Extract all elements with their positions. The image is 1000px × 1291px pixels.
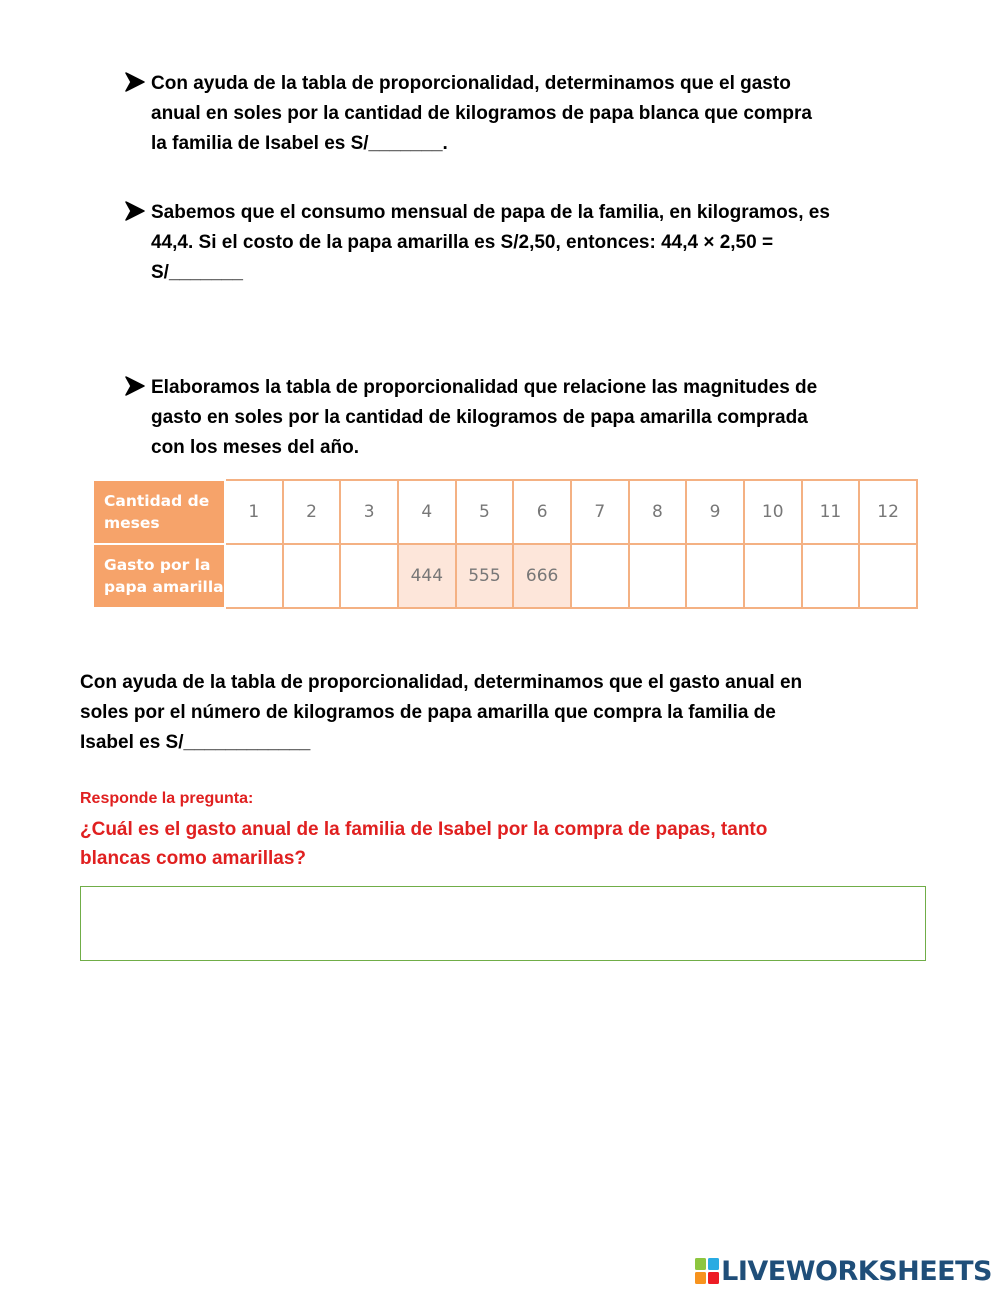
month-cell: 7 <box>571 480 629 544</box>
proportionality-table <box>92 479 918 609</box>
expense-answer-cell[interactable] <box>571 544 629 608</box>
bullet-text: Con ayuda de la tabla de proporcionalidad, determinamos que el gasto anual en soles por la cantidad de kilogramos de papa blanca que compra la familia de Isabel es S/_______. <box>151 73 812 154</box>
arrow-bullet-icon <box>124 71 146 93</box>
bullet-item-monthly-consumption <box>124 198 864 288</box>
expense-answer-cell[interactable] <box>283 544 341 608</box>
prompt-label: Responde la pregunta: <box>80 790 254 807</box>
expense-value-cell: 444 <box>398 544 456 608</box>
month-cell: 12 <box>859 480 917 544</box>
answer-input-box[interactable] <box>80 886 926 961</box>
arrow-bullet-icon <box>124 375 146 397</box>
month-cell: 4 <box>398 480 456 544</box>
month-cell: 5 <box>456 480 514 544</box>
bullet-text: Elaboramos la tabla de proporcionalidad que relacione las magnitudes de gasto en soles por la cantidad de kilogramos de papa amarilla comprada con los meses del año. <box>151 377 818 458</box>
brand-name: LIVEWORKSHEETS <box>721 1255 992 1287</box>
expense-answer-cell[interactable] <box>225 544 283 608</box>
month-cell: 3 <box>340 480 398 544</box>
row-header-expense: Gasto por la papa amarilla <box>93 544 225 608</box>
expense-answer-cell[interactable] <box>340 544 398 608</box>
month-cell: 8 <box>629 480 687 544</box>
month-cell: 11 <box>802 480 860 544</box>
liveworksheets-logo-icon <box>695 1258 719 1284</box>
expense-answer-cell[interactable] <box>744 544 802 608</box>
question-text: ¿Cuál es el gasto anual de la familia de Isabel por la compra de papas, tanto blancas como amarillas? <box>80 819 768 869</box>
table-row-expense <box>93 544 917 608</box>
expense-value-cell: 666 <box>513 544 571 608</box>
expense-answer-cell[interactable] <box>686 544 744 608</box>
month-cell: 10 <box>744 480 802 544</box>
table-row-months <box>93 480 917 544</box>
arrow-bullet-icon <box>124 200 146 222</box>
expense-answer-cell[interactable] <box>802 544 860 608</box>
expense-value-cell: 555 <box>456 544 514 608</box>
month-cell: 9 <box>686 480 744 544</box>
bullet-item-annual-white-potato <box>124 69 864 159</box>
expense-answer-cell[interactable] <box>629 544 687 608</box>
month-cell: 2 <box>283 480 341 544</box>
expense-answer-cell[interactable] <box>859 544 917 608</box>
row-header-months: Cantidad de meses <box>93 480 225 544</box>
liveworksheets-logo <box>695 1256 992 1286</box>
month-cell: 6 <box>513 480 571 544</box>
annual-yellow-potato-paragraph: Con ayuda de la tabla de proporcionalidad, determinamos que el gasto anual en soles por el número de kilogramos de papa amarilla que compra la familia de Isabel es S/____________ <box>80 672 803 753</box>
bullet-text: Sabemos que el consumo mensual de papa de la familia, en kilogramos, es 44,4. Si el costo de la papa amarilla es S/2,50, entonces: 44,4 × 2,50 = S/_______ <box>151 202 830 283</box>
bullet-item-build-table <box>124 373 864 463</box>
month-cell: 1 <box>225 480 283 544</box>
